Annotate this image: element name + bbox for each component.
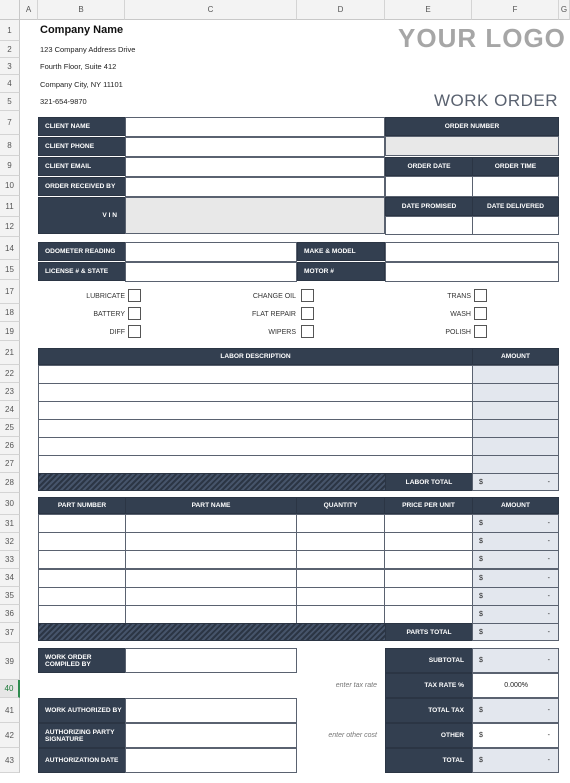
row-header[interactable]: 27 <box>0 455 20 473</box>
row-header[interactable]: 8 <box>0 135 20 156</box>
row-header[interactable]: 14 <box>0 237 20 260</box>
license-label: LICENSE # & STATE <box>38 262 126 281</box>
order-time-label: ORDER TIME <box>472 157 559 176</box>
order-date-label: ORDER DATE <box>385 157 473 176</box>
part-number-cell[interactable] <box>38 532 126 551</box>
parts-total-value[interactable] <box>472 623 559 641</box>
total-amount: - <box>547 757 550 764</box>
parts-amount-cell[interactable] <box>472 532 559 551</box>
price-per-unit-cell[interactable] <box>384 587 473 606</box>
row-header[interactable]: 12 <box>0 217 20 237</box>
row-header[interactable]: 28 <box>0 473 20 493</box>
currency-symbol: $ <box>479 732 483 739</box>
total-tax-value[interactable] <box>472 698 559 723</box>
part-name-cell[interactable] <box>125 550 297 569</box>
checkbox-wipers[interactable] <box>301 325 314 338</box>
row-header[interactable]: 3 <box>0 58 20 75</box>
total-tax-label: TOTAL TAX <box>385 698 473 723</box>
part-number-header: PART NUMBER <box>38 497 126 514</box>
check-label-trans: TRANS <box>447 292 471 300</box>
quantity-cell[interactable] <box>296 605 385 624</box>
labor-amount-cell[interactable] <box>472 437 559 456</box>
authorization-date-label: AUTHORIZATION DATE <box>38 748 126 773</box>
checkbox-change-oil[interactable] <box>301 289 314 302</box>
row-header[interactable]: 5 <box>0 93 20 111</box>
parts-amount-value: - <box>547 574 550 582</box>
parts-amount-cell[interactable] <box>472 550 559 569</box>
checkbox-diff[interactable] <box>128 325 141 338</box>
row-header[interactable]: 7 <box>0 111 20 135</box>
compiled-by-label: WORK ORDER COMPILED BY <box>38 648 126 673</box>
currency-symbol: $ <box>479 592 483 600</box>
currency-symbol: $ <box>479 574 483 582</box>
client-phone-label: CLIENT PHONE <box>38 137 126 156</box>
labor-amount-cell[interactable] <box>472 365 559 384</box>
odometer-label: ODOMETER READING <box>38 242 126 261</box>
order-date-field[interactable] <box>385 176 473 197</box>
row-header[interactable]: 31 <box>0 515 20 533</box>
order-number-label: ORDER NUMBER <box>385 117 559 136</box>
other-amount: - <box>547 732 550 739</box>
currency-symbol: $ <box>479 707 483 714</box>
price-per-unit-cell[interactable] <box>384 569 473 588</box>
other-value[interactable] <box>472 723 559 748</box>
parts-amount-value: - <box>547 556 550 564</box>
part-name-cell[interactable] <box>125 605 297 624</box>
labor-total-amount: - <box>547 478 550 486</box>
order-number-field[interactable] <box>385 136 559 156</box>
part-number-cell[interactable] <box>38 514 126 533</box>
signature-field[interactable] <box>125 723 297 748</box>
client-email-field[interactable] <box>125 157 385 177</box>
license-field[interactable] <box>125 262 297 282</box>
parts-amount-value: - <box>547 538 550 546</box>
company-name[interactable]: Company Name <box>40 24 124 36</box>
row-header[interactable]: 40 <box>0 680 20 698</box>
tax-rate-label: TAX RATE % <box>385 673 473 698</box>
check-label-wash: WASH <box>450 310 471 318</box>
column-header[interactable]: B <box>38 0 125 20</box>
row-header[interactable]: 39 <box>0 643 20 680</box>
subtotal-label: SUBTOTAL <box>385 648 473 673</box>
row-header[interactable]: 43 <box>0 748 20 773</box>
part-name-header: PART NAME <box>125 497 297 514</box>
row-header[interactable]: 18 <box>0 304 20 322</box>
labor-description-header: LABOR DESCRIPTION <box>38 348 473 365</box>
checkbox-trans[interactable] <box>474 289 487 302</box>
labor-total-band <box>38 473 386 491</box>
currency-symbol: $ <box>479 556 483 564</box>
row-header[interactable]: 26 <box>0 437 20 455</box>
odometer-field[interactable] <box>125 242 297 262</box>
parts-amount-header: AMOUNT <box>472 497 559 514</box>
parts-amount-cell[interactable] <box>472 605 559 624</box>
part-name-cell[interactable] <box>125 569 297 588</box>
row-header[interactable]: 11 <box>0 196 20 217</box>
row-header[interactable]: 33 <box>0 551 20 569</box>
part-name-cell[interactable] <box>125 532 297 551</box>
authorization-date-field[interactable] <box>125 748 297 773</box>
parts-amount-cell[interactable] <box>472 514 559 533</box>
labor-description-cell[interactable] <box>38 401 473 420</box>
row-header[interactable]: 22 <box>0 365 20 383</box>
currency-symbol: $ <box>479 757 483 764</box>
parts-total-band <box>38 623 386 641</box>
page-title: WORK ORDER <box>434 91 558 110</box>
checkbox-flat-repair[interactable] <box>301 307 314 320</box>
motor-field[interactable] <box>385 262 559 282</box>
row-header[interactable]: 35 <box>0 587 20 605</box>
row-header[interactable]: 2 <box>0 41 20 58</box>
order-received-field[interactable] <box>125 177 385 197</box>
currency-symbol: $ <box>479 478 483 486</box>
total-value[interactable] <box>472 748 559 773</box>
column-header[interactable]: E <box>385 0 472 20</box>
row-header[interactable]: 10 <box>0 176 20 196</box>
price-per-unit-header: PRICE PER UNIT <box>384 497 473 514</box>
subtotal-value[interactable] <box>472 648 559 673</box>
row-header[interactable]: 23 <box>0 383 20 401</box>
parts-amount-cell[interactable] <box>472 569 559 588</box>
client-name-field[interactable] <box>125 117 385 137</box>
subtotal-amount: - <box>547 657 550 664</box>
make-model-field[interactable] <box>385 242 559 262</box>
column-header[interactable]: D <box>297 0 385 20</box>
labor-description-cell[interactable] <box>38 383 473 402</box>
part-number-cell[interactable] <box>38 550 126 569</box>
parts-total-amount: - <box>547 628 550 636</box>
row-header[interactable]: 17 <box>0 280 20 304</box>
row-header[interactable]: 37 <box>0 623 20 643</box>
part-number-cell[interactable] <box>38 587 126 606</box>
authorized-by-field[interactable] <box>125 698 297 723</box>
quantity-cell[interactable] <box>296 569 385 588</box>
check-label-lubricate: LUBRICATE <box>86 292 125 300</box>
column-header[interactable]: C <box>125 0 297 20</box>
logo-placeholder[interactable]: YOUR LOGO <box>398 23 566 53</box>
checkbox-wash[interactable] <box>474 307 487 320</box>
check-label-change-oil: CHANGE OIL <box>252 292 296 300</box>
labor-amount-header: AMOUNT <box>472 348 559 365</box>
price-per-unit-cell[interactable] <box>384 605 473 624</box>
price-per-unit-cell[interactable] <box>384 532 473 551</box>
currency-symbol: $ <box>479 520 483 527</box>
row-header[interactable]: 41 <box>0 698 20 723</box>
labor-amount-cell[interactable] <box>472 401 559 420</box>
part-name-cell[interactable] <box>125 514 297 533</box>
check-label-flat-repair: FLAT REPAIR <box>252 310 296 318</box>
order-received-label: ORDER RECEIVED BY <box>38 177 126 196</box>
currency-symbol: $ <box>479 657 483 664</box>
company-city[interactable]: Company City, NY 11101 <box>40 80 123 89</box>
row-header[interactable]: 4 <box>0 75 20 93</box>
check-label-wipers: WIPERS <box>268 328 296 336</box>
signature-label: AUTHORIZING PARTY SIGNATURE <box>38 723 126 748</box>
quantity-header: QUANTITY <box>296 497 385 514</box>
date-delivered-field[interactable] <box>472 216 559 235</box>
labor-description-cell[interactable] <box>38 419 473 438</box>
part-number-cell[interactable] <box>38 569 126 588</box>
labor-description-cell[interactable] <box>38 437 473 456</box>
part-number-cell[interactable] <box>38 605 126 624</box>
check-label-polish: POLISH <box>445 328 471 336</box>
quantity-cell[interactable] <box>296 550 385 569</box>
row-header[interactable]: 42 <box>0 723 20 748</box>
row-header[interactable]: 30 <box>0 493 20 515</box>
parts-total-label: PARTS TOTAL <box>385 623 473 641</box>
date-delivered-label: DATE DELIVERED <box>472 197 559 216</box>
motor-label: MOTOR # <box>297 262 385 281</box>
checkbox-polish[interactable] <box>474 325 487 338</box>
currency-symbol: $ <box>479 611 483 618</box>
row-header[interactable]: 19 <box>0 322 20 341</box>
other-cost-hint: enter other cost <box>328 732 377 739</box>
select-all-corner[interactable] <box>0 0 20 20</box>
row-header[interactable]: 32 <box>0 533 20 551</box>
row-header[interactable]: 25 <box>0 419 20 437</box>
date-promised-field[interactable] <box>385 216 473 235</box>
currency-symbol: $ <box>479 628 483 636</box>
client-email-label: CLIENT EMAIL <box>38 157 126 176</box>
company-address-2[interactable]: Fourth Floor, Suite 412 <box>40 62 117 71</box>
order-time-field[interactable] <box>472 176 559 197</box>
parts-amount-value: - <box>547 520 550 527</box>
row-header[interactable]: 1 <box>0 20 20 41</box>
column-header[interactable]: F <box>472 0 559 20</box>
row-header[interactable]: 24 <box>0 401 20 419</box>
parts-amount-value: - <box>547 611 550 618</box>
labor-description-cell[interactable] <box>38 455 473 474</box>
company-phone[interactable]: 321-654-9870 <box>40 97 87 106</box>
total-tax-amount: - <box>547 707 550 714</box>
labor-amount-cell[interactable] <box>472 455 559 474</box>
compiled-by-field[interactable] <box>125 648 297 673</box>
column-header[interactable]: A <box>20 0 38 20</box>
total-label: TOTAL <box>385 748 473 773</box>
tax-rate-hint: enter tax rate <box>335 682 377 689</box>
client-name-label: CLIENT NAME <box>38 117 126 136</box>
checkbox-lubricate[interactable] <box>128 289 141 302</box>
company-address-1[interactable]: 123 Company Address Drive <box>40 45 136 54</box>
row-header[interactable]: 34 <box>0 569 20 587</box>
check-label-battery: BATTERY <box>93 310 125 318</box>
make-model-label: MAKE & MODEL <box>297 242 385 261</box>
checkbox-battery[interactable] <box>128 307 141 320</box>
other-label: OTHER <box>385 723 473 748</box>
labor-amount-cell[interactable] <box>472 419 559 438</box>
quantity-cell[interactable] <box>296 587 385 606</box>
client-phone-field[interactable] <box>125 137 385 157</box>
labor-total-label: LABOR TOTAL <box>385 473 473 491</box>
column-header[interactable]: G <box>559 0 570 20</box>
row-header[interactable]: 36 <box>0 605 20 623</box>
currency-symbol: $ <box>479 538 483 546</box>
labor-amount-cell[interactable] <box>472 383 559 402</box>
tax-rate-field[interactable] <box>472 673 559 698</box>
price-per-unit-cell[interactable] <box>384 550 473 569</box>
check-label-diff: DIFF <box>109 328 125 336</box>
row-header[interactable]: 15 <box>0 260 20 280</box>
labor-description-cell[interactable] <box>38 365 473 384</box>
parts-amount-value: - <box>547 592 550 600</box>
labor-total-value[interactable] <box>472 473 559 491</box>
authorized-by-label: WORK AUTHORIZED BY <box>38 698 126 723</box>
part-name-cell[interactable] <box>125 587 297 606</box>
vin-label: V I N <box>38 197 126 234</box>
tax-rate-value: 0.000% <box>504 682 528 689</box>
quantity-cell[interactable] <box>296 514 385 533</box>
price-per-unit-cell[interactable] <box>384 514 473 533</box>
quantity-cell[interactable] <box>296 532 385 551</box>
vin-field[interactable] <box>125 197 385 234</box>
row-header[interactable]: 9 <box>0 156 20 176</box>
date-promised-label: DATE PROMISED <box>385 197 473 216</box>
row-header[interactable]: 21 <box>0 341 20 365</box>
parts-amount-cell[interactable] <box>472 587 559 606</box>
